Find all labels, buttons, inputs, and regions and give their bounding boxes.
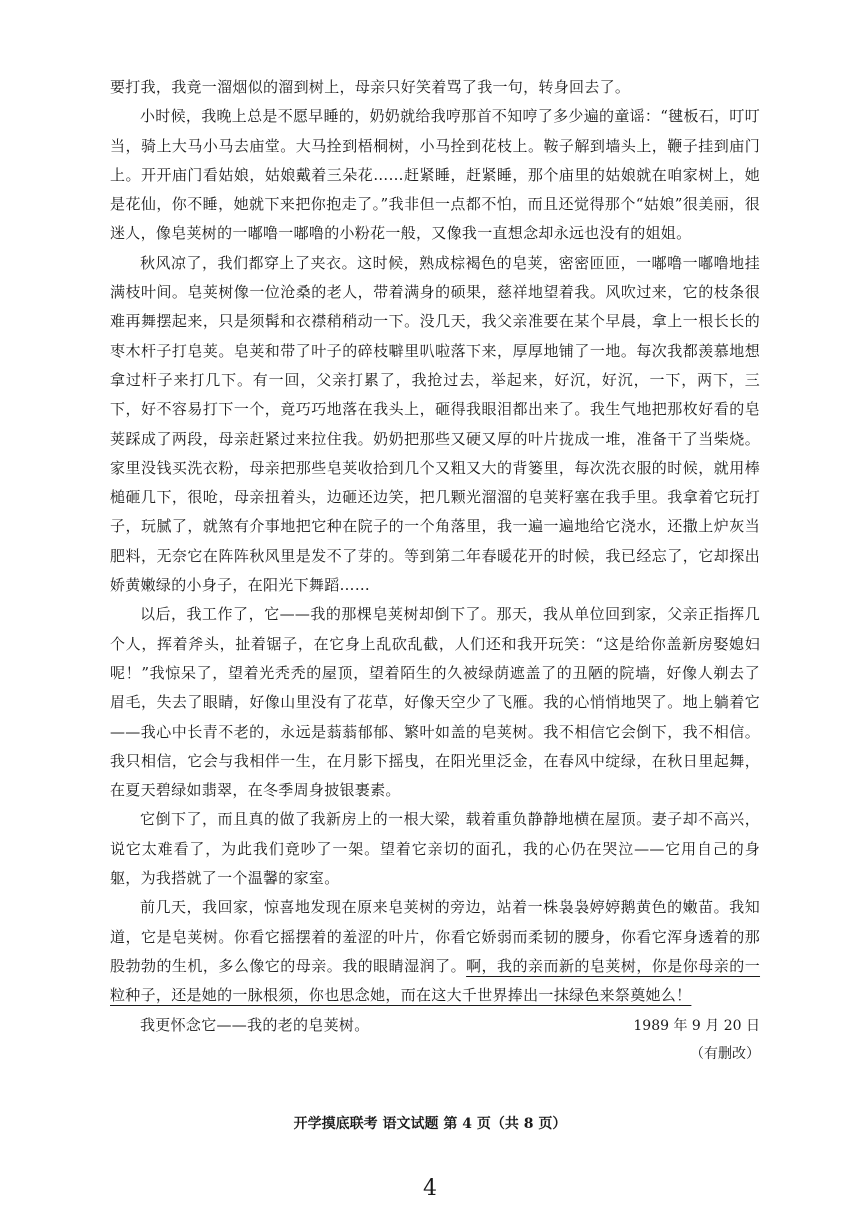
paragraph-6-lead: 前几天，我回家，惊喜地发现在原来皂荚树的旁边，站着一株袅袅婷婷鹅黄色的嫩苗。我知道，它是皂荚树。你看它摇摆着的羞涩的叶片，你看它娇弱而柔韧的腰身，你看它浑身透着的那股勃勃的生机，多么像它的母亲。我的眼睛湿润了。 — [110, 898, 760, 975]
exam-footer: 开学摸底联考 语文试题 第 4 页（共 8 页） — [293, 1116, 567, 1132]
paragraph-1: 要打我，我竟一溜烟似的溜到树上，母亲只好笑着骂了我一句，转身回去了。 — [110, 78, 631, 96]
paragraph-6 — [110, 893, 760, 1010]
underlined-sentence: 啊，我的亲而新的皂荚树，你是你母亲的一粒种子，还是她的一脉根须，你也思念她，而在这大千世界捧出一抹绿色来祭奠她么！ — [110, 956, 761, 1005]
paragraph-3: 秋风凉了，我们都穿上了夹衣。这时候，熟成棕褐色的皂荚，密密匝匝，一嘟噜一嘟噜地挂满枝叶间。皂荚树像一位沧桑的老人，带着满身的硕果，慈祥地望着我。风吹过来，它的枝条很难再舞摆起来，只是须髯和衣襟稍稍动一下。没几天，我父亲准要在某个早晨，拿上一根长长的枣木杆子打皂荚。皂荚和带了叶子的碎枝噼里叭啦落下来，厚厚地铺了一地。每次我都羡慕地想拿过杆子来打几下。有一回，父亲打累了，我抢过去，举起来，好沉，好沉，一下，两下，三下，好不容易打下一个，竟巧巧地落在我头上，砸得我眼泪都出来了。我生气地把那枚好看的皂荚踩成了两段，母亲赶紧过来拉住我。奶奶把那些又硬又厚的叶片拢成一堆，准备干了当柴烧。家里没钱买洗衣粉，母亲把那些皂荚收拾到几个又粗又大的背篓里，每次洗衣服的时候，就用棒槌砸几下，很呛，母亲扭着头，边砸还边笑，把几颗光溜溜的皂荚籽塞在我手里。我拿着它玩打子，玩腻了，就煞有介事地把它种在院子的一个角落里，我一遍一遍地给它浇水，还撒上炉灰当肥料，无奈它在阵阵秋风里是发不了芽的。等到第二年春暖花开的时候，我已经忘了，它却探出娇黄嫩绿的小身子，在阳光下舞蹈…… — [110, 253, 760, 595]
edit-note: （有删改） — [690, 1046, 760, 1062]
paragraph-5: 它倒下了，而且真的做了我新房上的一根大梁，载着重负静静地横在屋顶。妻子却不高兴，说它太难看了，为此我们竟吵了一架。望着它亲切的面孔，我的心仍在哭泣——它用自己的身躯，为我搭就了一个温馨的家室。 — [110, 810, 760, 888]
paragraph-4: 以后，我工作了，它——我的那棵皂荚树却倒下了。那天，我从单位回到家，父亲正指挥几个人，挥着斧头，扯着锯子，在它身上乱砍乱截，人们还和我开玩笑：“这是给你盖新房娶媳妇呢！”我惊呆了，望着光秃秃的屋顶，望着陌生的久被绿荫遮盖了的丑陋的院墙，好像人剃去了眉毛，失去了眼睛，好像山里没有了花草，好像天空少了飞雁。我的心悄悄地哭了。地上躺着它——我心中长青不老的，永远是蓊蓊郁郁、繁叶如盖的皂荚树。我不相信它会倒下，我不相信。我只相信，它会与我相伴一生，在月影下摇曳，在阳光里泛金，在春风中绽绿，在秋日里起舞，在夏天碧绿如翡翠，在冬季周身披银裹素。 — [110, 605, 760, 800]
article-date: 1989 年 9 月 20 日 — [633, 1018, 760, 1034]
page-number: 4 — [423, 1176, 437, 1201]
paragraph-2: 小时候，我晚上总是不愿早睡的，奶奶就给我哼那首不知哼了多少遍的童谣：“毽板石，叮叮当，骑上大马小马去庙堂。大马拴到梧桐树，小马拴到花枝上。鞍子解到墙头上，鞭子挂到庙门上。开开庙门看姑娘，姑娘戴着三朵花……赶紧睡，赶紧睡，那个庙里的姑娘就在咱家树上，她是花仙，你不睡，她就下来把你抱走了。”我非但一点都不怕，而且还觉得那个“姑娘”很美丽，很迷人，像皂荚树的一嘟噜一嘟噜的小粉花一般，又像我一直想念却永远也没有的姐姐。 — [110, 107, 760, 243]
article-body — [110, 73, 760, 1040]
closing-line: 我更怀念它——我的老的皂荚树。 — [140, 1015, 370, 1034]
